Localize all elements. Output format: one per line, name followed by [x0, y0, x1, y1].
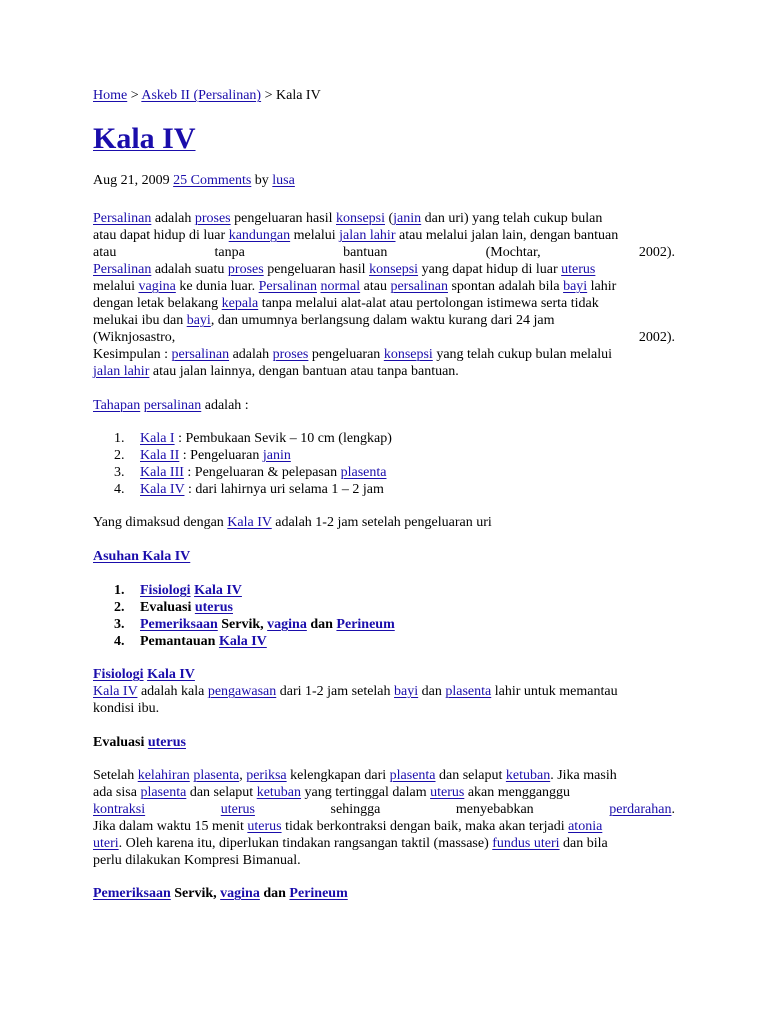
link-persalinan[interactable]: persalinan [171, 347, 230, 362]
link-pemeriksaan[interactable]: Pemeriksaan [93, 886, 171, 901]
text: ( [385, 211, 394, 226]
text: melalui [290, 228, 340, 243]
link-uterus[interactable]: uterus [247, 819, 282, 834]
link-tahapan[interactable]: Tahapan [93, 398, 141, 413]
evaluasi-paragraph [93, 767, 675, 869]
pemeriksaan-heading [93, 885, 675, 902]
link-jalan-lahir[interactable]: jalan lahir [339, 228, 396, 243]
link-janin[interactable]: janin [262, 448, 291, 463]
link-uterus[interactable]: uterus [430, 785, 465, 800]
text: . Oleh karena itu, diperlukan tindakan rangsangan taktil (massase) [118, 836, 493, 851]
text: perlu dilakukan Kompresi Bimanual. [93, 853, 301, 868]
text: Servik, [170, 886, 221, 901]
text: , dan umumnya berlangsung dalam waktu kurang dari 24 jam [210, 313, 555, 328]
link-kepala[interactable]: kepala [221, 296, 259, 311]
link-plasenta[interactable]: plasenta [193, 768, 240, 783]
text: . [671, 802, 675, 817]
text: dan [306, 617, 337, 632]
list-item: 1. Kala I : Pembukaan Sevik – 10 cm (lengkap) [114, 431, 392, 446]
asuhan-list [93, 582, 675, 650]
link-konsepsi[interactable]: konsepsi [336, 211, 385, 226]
link-vagina[interactable]: vagina [267, 617, 307, 632]
text: . Jika masih [550, 768, 617, 783]
link-kala-iv[interactable]: Kala IV [218, 634, 267, 649]
text: melalui [93, 279, 139, 294]
list-item: 4. Pemantauan Kala IV [114, 634, 267, 649]
text: Servik, [217, 617, 268, 632]
definition-line [93, 514, 675, 531]
list-item: 3. Pemeriksaan Servik, vagina dan Perineum [114, 617, 395, 632]
link-konsepsi[interactable]: konsepsi [383, 347, 433, 362]
text: yang tertinggal dalam [301, 785, 431, 800]
text: atau melalui jalan lain, dengan bantuan [395, 228, 619, 243]
text-line [93, 835, 675, 852]
link-plasenta[interactable]: plasenta [340, 465, 387, 480]
list-item: 3. Kala III : Pengeluaran & pelepasan plasenta [114, 465, 387, 480]
link-uterus[interactable]: uterus [220, 802, 255, 817]
text-line [93, 295, 675, 312]
link-fisiologi[interactable]: Fisiologi [93, 667, 144, 682]
link-bayi[interactable]: bayi [394, 684, 419, 699]
link-proses[interactable]: proses [194, 211, 231, 226]
text: pengeluaran hasil [230, 211, 336, 226]
link-kala-iii[interactable]: Kala III [140, 465, 184, 480]
text: lahir untuk memantau [491, 684, 618, 699]
link-kala-iv[interactable]: Kala IV [140, 482, 185, 497]
link-janin[interactable]: janin [393, 211, 422, 226]
link-kala-i[interactable]: Kala I [140, 431, 175, 446]
link-fundus-uteri[interactable]: fundus uteri [492, 836, 560, 851]
text: dan bila [559, 836, 608, 851]
text: (Mochtar, [485, 245, 541, 260]
link-kontraksi[interactable]: kontraksi [93, 802, 146, 817]
link-plasenta[interactable]: plasenta [389, 768, 436, 783]
text: atau [93, 245, 117, 260]
text: dari 1-2 jam setelah [276, 684, 395, 699]
evaluasi-heading [93, 734, 675, 751]
link-uterus[interactable]: uterus [561, 262, 596, 277]
breadcrumb-category-link[interactable]: Askeb II (Persalinan) [141, 88, 262, 103]
byline-text: by [251, 173, 273, 188]
asuhan-heading [93, 548, 675, 565]
author-link[interactable]: lusa [272, 173, 295, 188]
link-perdarahan[interactable]: perdarahan [609, 802, 672, 817]
text: Evaluasi [93, 735, 148, 750]
text: pengeluaran hasil [263, 262, 370, 277]
text-line [93, 784, 675, 801]
link-vagina[interactable]: vagina [138, 279, 176, 294]
text: dan selaput [186, 785, 257, 800]
text: melukai ibu dan [93, 313, 187, 328]
text-line [93, 261, 675, 278]
text: akan mengganggu [464, 785, 571, 800]
link-perineum[interactable]: Perineum [289, 886, 348, 901]
text: atau [360, 279, 391, 294]
page-title [93, 121, 196, 157]
link-kelahiran[interactable]: kelahiran [137, 768, 190, 783]
text: dan [259, 886, 290, 901]
link-fisiologi[interactable]: Fisiologi [140, 583, 191, 598]
text-line [93, 801, 675, 818]
text: (Wiknjosastro, [93, 330, 176, 345]
text: yang telah cukup bulan melalui [432, 347, 613, 362]
text: pengeluaran [308, 347, 384, 362]
text: : dari lahirnya uri selama 1 – 2 jam [184, 482, 384, 497]
text: adalah : [201, 398, 249, 413]
text: 2002). [638, 330, 675, 345]
text: bantuan [343, 245, 388, 260]
link-pemeriksaan[interactable]: Pemeriksaan [140, 617, 218, 632]
link-asuhan-kala-iv[interactable]: Asuhan Kala IV [93, 549, 191, 564]
link-jalan-lahir[interactable]: jalan lahir [93, 364, 150, 379]
text: dengan letak belakang [93, 296, 222, 311]
link-persalinan[interactable]: persalinan [143, 398, 202, 413]
text: Yang dimaksud dengan [93, 515, 228, 530]
intro-paragraph [93, 210, 675, 380]
text-line [93, 852, 675, 869]
link-persalinan[interactable]: persalinan [390, 279, 448, 294]
text: dan uri) yang telah cukup bulan [421, 211, 603, 226]
fisiologi-section [93, 666, 675, 717]
text: adalah 1-2 jam setelah pengeluaran uri [271, 515, 492, 530]
page-title-link[interactable]: Kala IV [93, 122, 196, 155]
text-line [93, 210, 675, 227]
section-heading [93, 666, 675, 683]
text-line [93, 244, 675, 261]
text: , [239, 768, 247, 783]
text-line [93, 767, 675, 784]
text: atau dapat hidup di luar [93, 228, 229, 243]
breadcrumb-home-link[interactable]: Home [93, 88, 128, 103]
text: sehingga [330, 802, 381, 817]
list-item: 2. Evaluasi uterus [114, 600, 233, 615]
breadcrumb-separator: > [261, 88, 276, 103]
text-line [93, 700, 675, 717]
text: : Pembukaan Sevik – 10 cm (lengkap) [174, 431, 392, 446]
link-ketuban[interactable]: ketuban [505, 768, 551, 783]
link-kala-ii[interactable]: Kala II [140, 448, 180, 463]
link-persalinan[interactable]: Persalinan [93, 262, 152, 277]
text: adalah kala [137, 684, 208, 699]
tahapan-heading [93, 397, 675, 414]
text: dan [418, 684, 446, 699]
text: dan selaput [435, 768, 506, 783]
comments-link[interactable]: 25 Comments [173, 173, 252, 188]
link-uterus[interactable]: uterus [147, 735, 186, 750]
text-line [93, 329, 675, 346]
link-plasenta[interactable]: plasenta [140, 785, 187, 800]
text: kelengkapan dari [286, 768, 390, 783]
text: atau jalan lainnya, dengan bantuan atau tanpa bantuan. [149, 364, 459, 379]
text-line [93, 363, 675, 380]
link-proses[interactable]: proses [272, 347, 309, 362]
list-item: 1. Fisiologi Kala IV [114, 583, 242, 598]
link-bayi[interactable]: bayi [563, 279, 588, 294]
text: Evaluasi [140, 600, 195, 615]
text: ada sisa [93, 785, 137, 800]
text: adalah [151, 211, 195, 226]
link-periksa[interactable]: periksa [246, 768, 287, 783]
link-uteri[interactable]: uteri [93, 836, 119, 851]
text: adalah [229, 347, 273, 362]
text: tanpa melalui alat-alat atau pertolongan istimewa serta tidak [258, 296, 599, 311]
text: tidak berkontraksi dengan baik, maka akan terjadi [281, 819, 569, 834]
text: Kesimpulan : [93, 347, 172, 362]
link-atonia[interactable]: atonia [568, 819, 603, 834]
post-meta [93, 172, 295, 189]
text: : Pengeluaran & pelepasan [183, 465, 341, 480]
text: adalah suatu [151, 262, 228, 277]
link-pengawasan[interactable]: pengawasan [207, 684, 277, 699]
breadcrumb [93, 87, 321, 104]
text: lahir [587, 279, 617, 294]
text-line [93, 818, 675, 835]
text: yang dapat hidup di luar [418, 262, 562, 277]
text: Pemantauan [140, 634, 219, 649]
stages-list [93, 430, 675, 498]
link-kala-iv[interactable]: Kala IV [227, 515, 272, 530]
link-konsepsi[interactable]: konsepsi [369, 262, 419, 277]
text-line [93, 278, 675, 295]
text-line [93, 227, 675, 244]
breadcrumb-current: Kala IV [276, 88, 321, 103]
text: menyebabkan [455, 802, 534, 817]
text: Setelah [93, 768, 138, 783]
link-proses[interactable]: proses [227, 262, 264, 277]
text: : Pengeluaran [179, 448, 263, 463]
link-uterus[interactable]: uterus [194, 600, 233, 615]
post-date: Aug 21, 2009 [93, 173, 170, 188]
list-item: 4. Kala IV : dari lahirnya uri selama 1 – 2 jam [114, 482, 384, 497]
link-perineum[interactable]: Perineum [336, 617, 395, 632]
link-persalinan[interactable]: Persalinan [258, 279, 317, 294]
link-plasenta[interactable]: plasenta [445, 684, 492, 699]
link-kala-iv[interactable]: Kala IV [147, 667, 195, 682]
text: ke dunia luar. [175, 279, 259, 294]
link-bayi[interactable]: bayi [186, 313, 211, 328]
link-ketuban[interactable]: ketuban [256, 785, 302, 800]
text: tanpa [214, 245, 245, 260]
link-kala-iv[interactable]: Kala IV [93, 684, 138, 699]
text-line [93, 312, 675, 329]
link-kala-iv[interactable]: Kala IV [194, 583, 242, 598]
breadcrumb-separator: > [127, 88, 142, 103]
text: kondisi ibu. [93, 701, 160, 716]
text-line [93, 683, 675, 700]
list-item: 2. Kala II : Pengeluaran janin [114, 448, 291, 463]
link-normal[interactable]: normal [320, 279, 361, 294]
text-line [93, 346, 675, 363]
text: 2002). [638, 245, 675, 260]
text: spontan adalah bila [447, 279, 564, 294]
text: Jika dalam waktu 15 menit [93, 819, 248, 834]
link-persalinan[interactable]: Persalinan [93, 211, 152, 226]
link-vagina[interactable]: vagina [220, 886, 260, 901]
link-kandungan[interactable]: kandungan [228, 228, 291, 243]
